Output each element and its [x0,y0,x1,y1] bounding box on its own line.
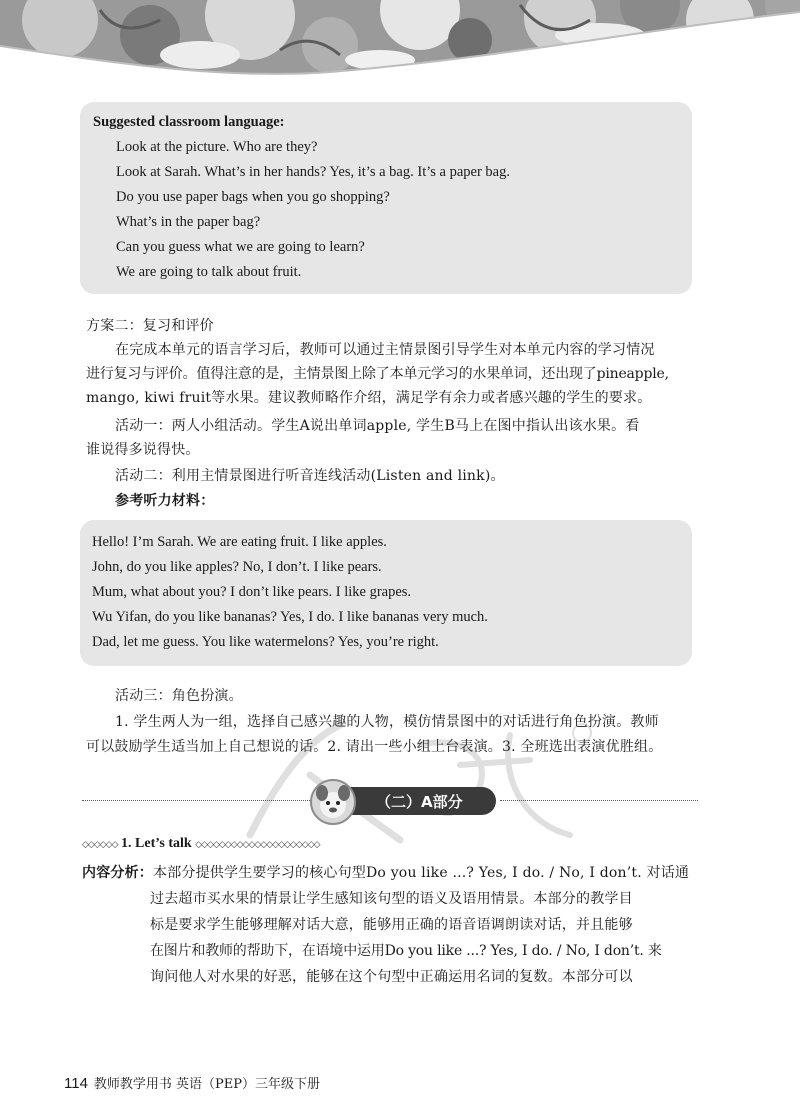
activity3-line: 1. 学生两人为一组，选择自己感兴趣的人物，模仿情景图中的对话进行角色扮演。教师 [115,714,659,730]
activity1-line: 活动一：两人小组活动。学生A说出单词apple, 学生B马上在图中指认出该水果。看 [115,418,640,434]
box-line: Do you use paper bags when you go shopping? [116,189,390,205]
activity3-heading: 活动三：角色扮演。 [115,688,243,704]
activity1-line: 谁说得多说得快。 [86,442,200,458]
plan2-heading: 方案二：复习和评价 [86,318,214,334]
page-footer [64,1073,320,1092]
content-analysis-line [82,861,689,886]
section-divider-left [82,800,312,801]
wave-decoration-left: ◇◇◇◇◇◇ [82,839,118,849]
box-title: Suggested classroom language: [93,114,285,130]
activity3-line: 可以鼓励学生适当加上自己想说的话。2. 请出一些小组上台表演。3. 全班选出表演优胜组。 [86,739,663,755]
section-title: （二）A部分 [376,793,463,811]
content-analysis-label: 内容分析： [82,865,153,881]
mascot-icon [310,779,356,825]
box-line: Look at the picture. Who are they? [116,139,318,155]
book-title: 教师教学用书 英语（PEP）三年级下册 [93,1077,321,1092]
listening-script-box [80,520,692,666]
box-line: Look at Sarah. What’s in her hands? Yes, it’s a bag. It’s a paper bag. [116,164,510,180]
plan2-paragraph-line: 进行复习与评价。值得注意的是，主情景图上除了本单元学习的水果单词，还出现了pineapple, [86,366,669,382]
content-analysis-line: 在图片和教师的帮助下，在语境中运用Do you like ...? Yes, I do. / No, I don’t. 来 [150,943,662,959]
script-line: Wu Yifan, do you like bananas? Yes, I do. I like bananas very much. [92,609,488,625]
section-divider-right [500,800,698,801]
script-line: Dad, let me guess. You like watermelons? Yes, you’re right. [92,634,439,650]
content-analysis-text: 本部分提供学生要学习的核心句型Do you like ...? Yes, I do. / No, I don’t. 对话通 [153,865,690,881]
activity2-line: 活动二：利用主情景图进行听音连线活动(Listen and link)。 [115,468,505,484]
header-banner [0,0,800,95]
lets-talk-heading [82,836,320,852]
calligraphy-watermark [230,715,600,845]
listening-material-heading: 参考听力材料： [115,493,215,509]
plan2-paragraph-line: mango, kiwi fruit等水果。建议教师略作介绍，满足学有余力或者感兴趣的学生的要求。 [86,390,652,406]
wave-decoration-right: ◇◇◇◇◇◇◇◇◇◇◇◇◇◇◇◇◇◇◇◇◇ [195,839,320,849]
box-line: We are going to talk about fruit. [116,264,302,280]
box-line: What’s in the paper bag? [116,214,261,230]
floral-banner-art [0,0,800,95]
plan2-paragraph-line: 在完成本单元的语言学习后，教师可以通过主情景图引导学生对本单元内容的学习情况 [115,342,655,358]
section-title-pill [316,787,496,815]
script-line: Hello! I’m Sarah. We are eating fruit. I like apples. [92,534,387,550]
lets-talk-title: 1. Let’s talk [121,836,192,851]
classroom-language-box [80,102,692,294]
content-analysis-line: 过去超市买水果的情景让学生感知该句型的语义及语用情景。本部分的教学目 [150,891,633,907]
content-analysis-line: 标是要求学生能够理解对话大意，能够用正确的语音语调朗读对话，并且能够 [150,917,633,933]
script-line: John, do you like apples? No, I don’t. I like pears. [92,559,382,575]
script-line: Mum, what about you? I don’t like pears. I like grapes. [92,584,412,600]
content-analysis-line: 询问他人对水果的好恶，能够在这个句型中正确运用名词的复数。本部分可以 [150,969,633,985]
box-line: Can you guess what we are going to learn? [116,239,365,255]
page-number: 114 [64,1075,88,1092]
